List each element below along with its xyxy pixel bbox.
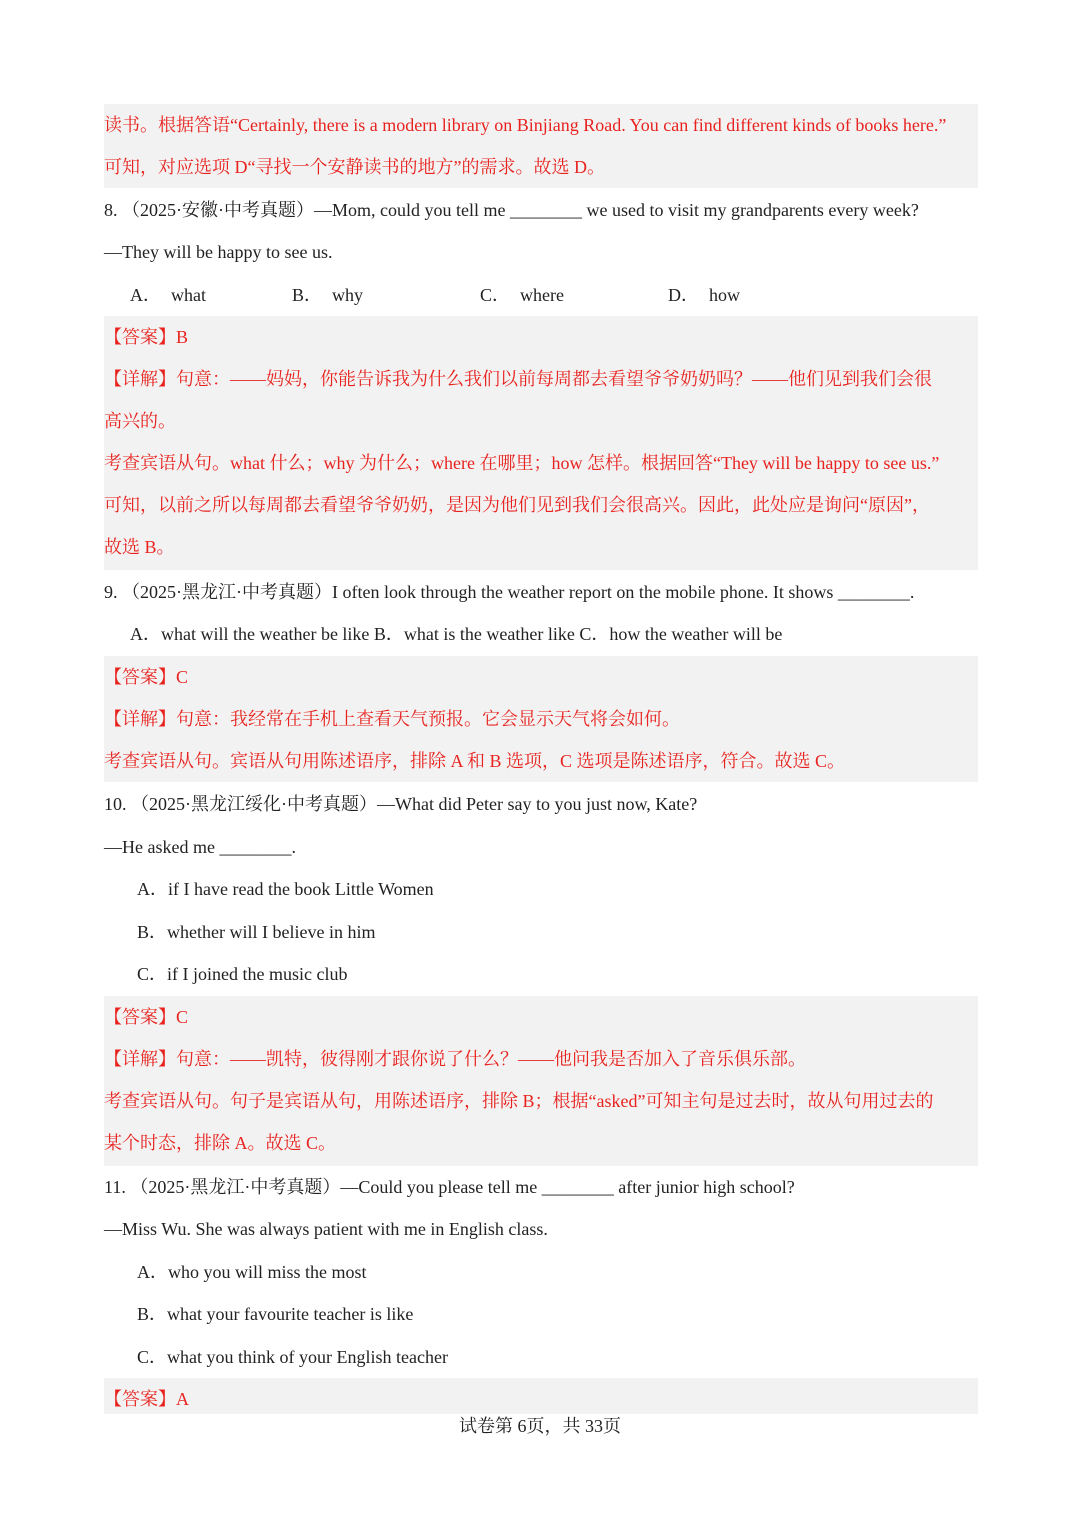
question-9-options: A．what will the weather be like B．what is the weather like C．how the weather will be [130,624,783,644]
answer-label: 【答案】A [104,1378,978,1414]
explanation-line: 【详解】句意：——妈妈，你能告诉我为什么我们以前每周都去看望爷爷奶奶吗？——他们见到我们会很 [104,358,978,400]
explanation-line: 故选 B。 [104,526,978,570]
question-10-reply: —He asked me ________. [104,837,296,857]
question-10-stem: 10. （2025·黑龙江绥化·中考真题）—What did Peter say to you just now, Kate? [104,794,698,814]
question-11-stem: 11. （2025·黑龙江·中考真题）—Could you please tell me ________ after junior high school? [104,1177,795,1197]
option-a: A．if I have read the book Little Women [137,879,434,899]
question-11-reply: —Miss Wu. She was always patient with me in English class. [104,1219,548,1239]
explanation-line: 【详解】句意：——凯特，彼得刚才跟你说了什么？——他问我是否加入了音乐俱乐部。 [104,1038,978,1080]
answer-label: 【答案】C [104,656,978,698]
answer-label: 【答案】C [104,996,978,1038]
question-8-reply: —They will be happy to see us. [104,242,333,262]
explanation-line: 读书。根据答语“Certainly, there is a modern library on Binjiang Road. You can find different kinds of books here.” [104,104,978,146]
option-c: C．what you think of your English teacher [137,1347,448,1367]
explanation-line: 考查宾语从句。what 什么；why 为什么；where 在哪里；how 怎样。根据回答“They will be happy to see us.” [104,442,978,484]
option-b: B． why [292,285,364,305]
question-8-options [104,274,978,316]
question-9-stem: 9. （2025·黑龙江·中考真题）I often look through the weather report on the mobile phone. It shows ________. [104,582,915,602]
explanation-line: 高兴的。 [104,400,978,442]
option-c: C． where [480,285,564,305]
question-8-stem: 8. （2025·安徽·中考真题）—Mom, could you tell me ________ we used to visit my grandparents every week? [104,200,919,220]
explanation-line: 【详解】句意：我经常在手机上查看天气预报。它会显示天气将会如何。 [104,698,978,740]
explanation-line: 可知，对应选项 D“寻找一个安静读书的地方”的需求。故选 D。 [104,146,978,188]
option-a: A． what [130,285,206,305]
explanation-line: 考查宾语从句。句子是宾语从句，用陈述语序，排除 B；根据“asked”可知主句是过去时，故从句用过去的 [104,1080,978,1122]
page-footer: 试卷第 6页，共 33页 [459,1416,621,1436]
explanation-line: 考查宾语从句。宾语从句用陈述语序，排除 A 和 B 选项，C 选项是陈述语序，符合。故选 C。 [104,740,978,782]
answer-label: 【答案】B [104,316,978,358]
option-b: B．whether will I believe in him [137,922,376,942]
explanation-line: 可知，以前之所以每周都去看望爷爷奶奶，是因为他们见到我们会很高兴。因此，此处应是询问“原因”， [104,484,978,526]
option-d: D． how [668,285,740,305]
option-b: B．what your favourite teacher is like [137,1304,414,1324]
explanation-line: 某个时态，排除 A。故选 C。 [104,1122,978,1166]
option-a: A．who you will miss the most [137,1262,367,1282]
option-c: C．if I joined the music club [137,964,348,984]
